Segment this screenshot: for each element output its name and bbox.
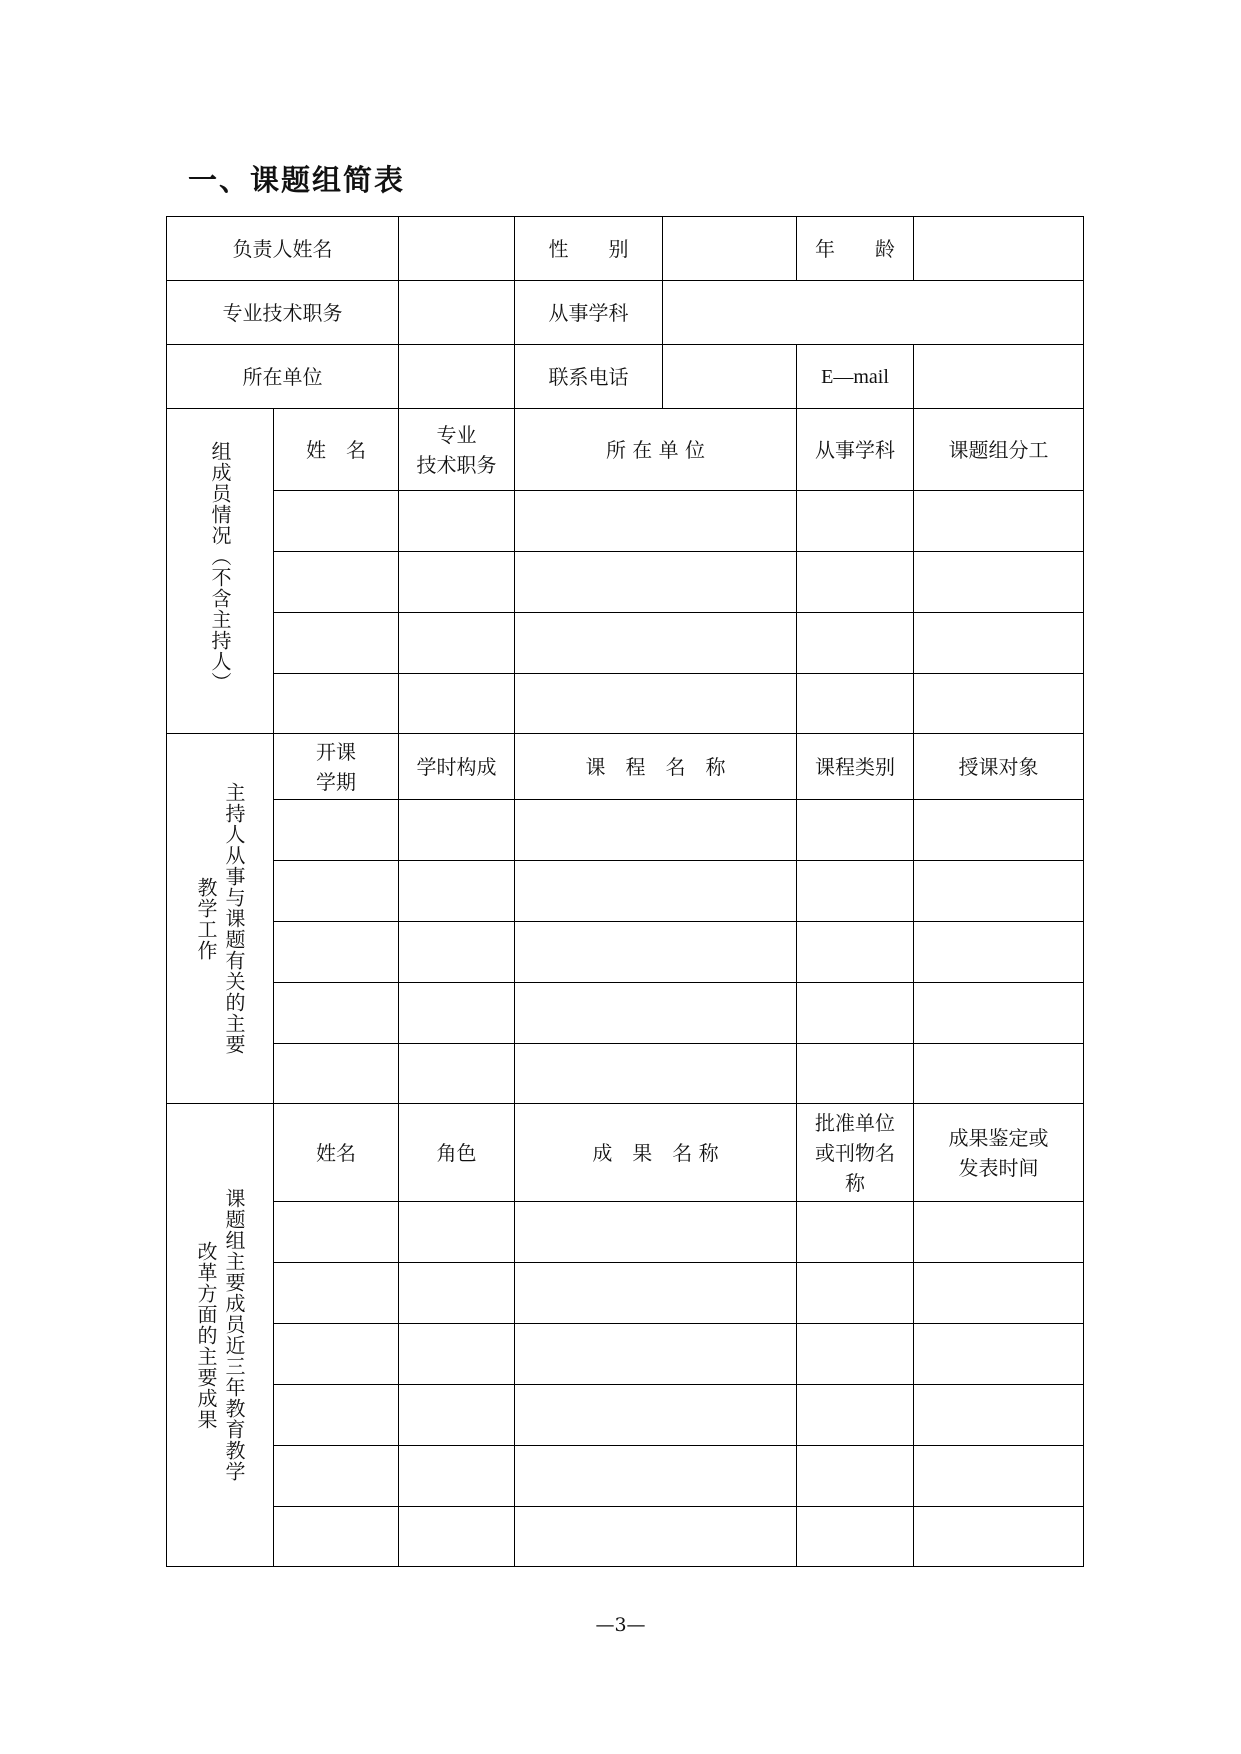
member-cell[interactable] [515,491,797,552]
unit-field[interactable] [399,345,515,409]
achievement-cell[interactable] [914,1446,1084,1507]
teaching-cell[interactable] [399,1044,515,1104]
member-cell[interactable] [274,613,399,674]
members-row [167,613,1084,674]
teaching-cell[interactable] [399,983,515,1044]
teaching-cell[interactable] [797,861,914,922]
achievements-row [167,1263,1084,1324]
leader-name-label: 负责人姓名 [167,217,399,281]
teaching-cell[interactable] [914,922,1084,983]
phone-field[interactable] [663,345,797,409]
achievements-row [167,1202,1084,1263]
achievement-cell[interactable] [914,1263,1084,1324]
teaching-cell[interactable] [797,1044,914,1104]
teaching-col-term-line2: 学期 [316,769,356,794]
member-cell[interactable] [515,674,797,734]
member-cell[interactable] [914,674,1084,734]
project-team-form [166,216,1084,1567]
teaching-col-hours: 学时构成 [399,734,515,800]
teaching-cell[interactable] [515,861,797,922]
member-cell[interactable] [399,674,515,734]
members-side-label [167,409,274,734]
teaching-cell[interactable] [515,1044,797,1104]
achievements-col-date [914,1104,1084,1202]
teaching-cell[interactable] [399,800,515,861]
member-cell[interactable] [515,552,797,613]
achievement-cell[interactable] [399,1263,515,1324]
professional-title-label: 专业技术职务 [167,281,399,345]
members-row [167,491,1084,552]
teaching-cell[interactable] [515,983,797,1044]
achievements-side-text-left: 改革方面的主要成果 [194,1240,218,1430]
members-col-title [399,409,515,491]
achievements-row [167,1385,1084,1446]
leader-name-field[interactable] [399,217,515,281]
achievement-cell[interactable] [274,1202,399,1263]
achievement-cell[interactable] [274,1324,399,1385]
teaching-side-label [167,734,274,1104]
members-col-unit: 所 在 单 位 [515,409,797,491]
phone-label: 联系电话 [515,345,663,409]
member-cell[interactable] [797,613,914,674]
teaching-cell[interactable] [399,922,515,983]
discipline-label: 从事学科 [515,281,663,345]
teaching-row [167,800,1084,861]
members-col-role: 课题组分工 [914,409,1084,491]
members-side-text: 组成员情况（不含主持人） [208,441,232,693]
teaching-row [167,861,1084,922]
teaching-row [167,1044,1084,1104]
members-col-title-line1: 专业 [436,422,477,447]
achievements-side-text-right: 课题组主要成员近三年教育教学 [222,1188,246,1482]
page-number: —3— [595,1614,646,1636]
achievement-cell[interactable] [797,1202,914,1263]
achievement-cell[interactable] [797,1385,914,1446]
achievement-cell[interactable] [399,1202,515,1263]
achievements-row [167,1446,1084,1507]
teaching-col-term-line1: 开课 [316,739,356,764]
achievement-cell[interactable] [797,1324,914,1385]
email-label: E—mail [797,345,914,409]
achievement-cell[interactable] [274,1446,399,1507]
teaching-cell[interactable] [914,1044,1084,1104]
achievement-cell[interactable] [914,1507,1084,1567]
teaching-cell[interactable] [274,800,399,861]
teaching-cell[interactable] [515,800,797,861]
achievements-row [167,1507,1084,1567]
teaching-cell[interactable] [797,983,914,1044]
professional-title-field[interactable] [399,281,515,345]
members-col-discipline: 从事学科 [797,409,914,491]
achievement-cell[interactable] [515,1324,797,1385]
achievement-cell[interactable] [515,1385,797,1446]
achievement-cell[interactable] [797,1507,914,1567]
teaching-col-term [274,734,399,800]
members-row [167,552,1084,613]
teaching-row [167,983,1084,1044]
teaching-cell[interactable] [274,861,399,922]
gender-field[interactable] [663,217,797,281]
age-label: 年 龄 [797,217,914,281]
teaching-cell[interactable] [274,1044,399,1104]
member-cell[interactable] [515,613,797,674]
achievements-col-date-line2: 发表时间 [958,1155,1039,1180]
teaching-side-text-left: 教学工作 [194,876,218,961]
member-cell[interactable] [914,552,1084,613]
teaching-cell[interactable] [914,983,1084,1044]
members-row [167,674,1084,734]
member-cell[interactable] [797,552,914,613]
achievements-col-name: 姓名 [274,1104,399,1202]
member-cell[interactable] [274,674,399,734]
members-col-name: 姓 名 [274,409,399,491]
teaching-cell[interactable] [515,922,797,983]
achievement-cell[interactable] [515,1263,797,1324]
members-col-title-line2: 技术职务 [416,452,497,477]
achievements-col-role: 角色 [399,1104,515,1202]
achievements-col-date-line1: 成果鉴定或 [948,1125,1049,1150]
teaching-side-text-right: 主持人从事与课题有关的主要 [222,782,246,1055]
member-cell[interactable] [274,552,399,613]
teaching-cell[interactable] [399,861,515,922]
achievement-cell[interactable] [797,1263,914,1324]
member-cell[interactable] [399,552,515,613]
achievement-cell[interactable] [274,1385,399,1446]
achievement-cell[interactable] [515,1446,797,1507]
unit-label: 所在单位 [167,345,399,409]
achievement-cell[interactable] [515,1202,797,1263]
achievements-col-publisher-line1: 批准单位 [815,1110,895,1135]
achievements-col-publisher [797,1104,914,1202]
email-field[interactable] [914,345,1084,409]
discipline-field[interactable] [663,281,1084,345]
achievement-cell[interactable] [914,1385,1084,1446]
achievements-col-title: 成 果 名 称 [515,1104,797,1202]
achievement-cell[interactable] [399,1446,515,1507]
achievement-cell[interactable] [399,1507,515,1567]
member-cell[interactable] [914,613,1084,674]
achievements-col-publisher-line2: 或刊物名 [815,1140,895,1165]
achievement-cell[interactable] [399,1324,515,1385]
member-cell[interactable] [399,491,515,552]
achievement-cell[interactable] [797,1446,914,1507]
achievement-cell[interactable] [399,1385,515,1446]
teaching-cell[interactable] [274,922,399,983]
teaching-cell[interactable] [797,800,914,861]
teaching-cell[interactable] [274,983,399,1044]
achievement-cell[interactable] [274,1507,399,1567]
teaching-cell[interactable] [797,922,914,983]
member-cell[interactable] [797,491,914,552]
page-title: 一、课题组简表 [188,163,406,197]
achievement-cell[interactable] [515,1507,797,1567]
achievements-side-label [167,1104,274,1567]
achievements-col-publisher-line3: 称 [845,1170,865,1195]
member-cell[interactable] [914,491,1084,552]
teaching-col-audience: 授课对象 [914,734,1084,800]
teaching-cell[interactable] [914,861,1084,922]
teaching-row [167,922,1084,983]
achievement-cell[interactable] [274,1263,399,1324]
member-cell[interactable] [797,674,914,734]
achievement-cell[interactable] [914,1324,1084,1385]
teaching-col-course: 课 程 名 称 [515,734,797,800]
age-field[interactable] [914,217,1084,281]
achievements-row [167,1324,1084,1385]
achievement-cell[interactable] [914,1202,1084,1263]
teaching-col-type: 课程类别 [797,734,914,800]
member-cell[interactable] [399,613,515,674]
gender-label: 性 别 [515,217,663,281]
teaching-cell[interactable] [914,800,1084,861]
member-cell[interactable] [274,491,399,552]
